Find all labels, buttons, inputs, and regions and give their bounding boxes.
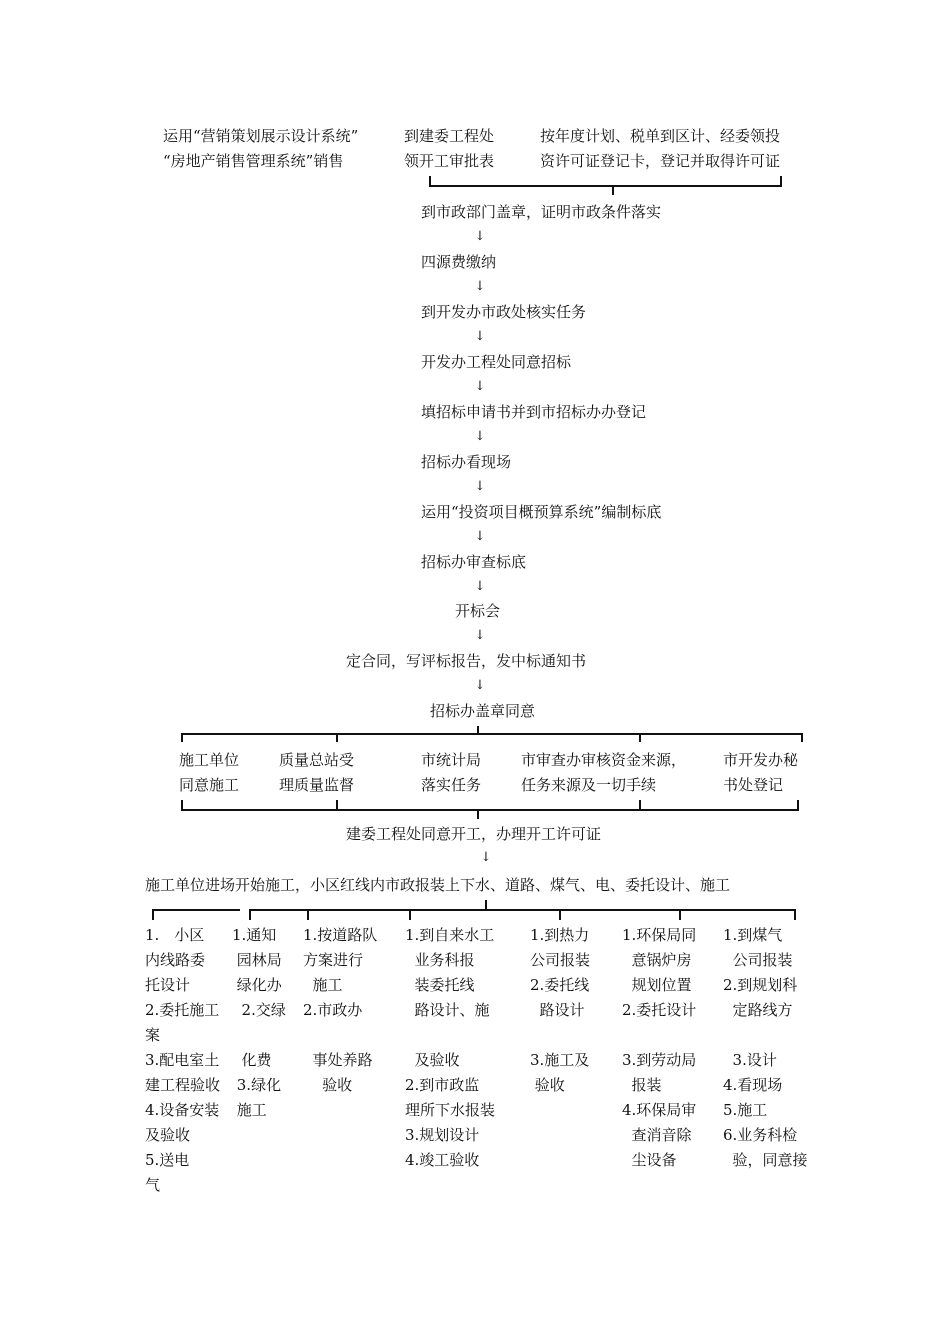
down-arrow-icon: ↓: [474, 529, 486, 544]
branch-construction-unit: 施工单位 同意施工: [179, 751, 240, 794]
step-seal-approval: 招标办盖章同意: [430, 702, 536, 720]
down-arrow-icon: ↓: [474, 329, 486, 344]
step-budget-system: 运用“投资项目概预算系统”编制标底: [421, 503, 662, 521]
step-four-source-fee: 四源费缴纳: [421, 253, 497, 271]
branch-gas: 1.到煤气 公司报装 2.到规划科 定路线方 3.设计 4.看现场 5.施工 6.业务科检 验，同意接: [723, 926, 808, 1169]
annual-plan-text: 按年度计划、税单到区计、经委领投 资许可证登记卡，登记并取得许可证: [540, 127, 781, 170]
branch-statistics-bureau: 市统计局 落实任务: [421, 751, 482, 794]
down-arrow-icon: ↓: [474, 229, 486, 244]
step-review-bid-base: 招标办审查标底: [421, 553, 527, 571]
step-construction-permit: 建委工程处同意开工，办理开工许可证: [346, 825, 602, 843]
branch-road: 1.按道路队 方案进行 施工 2.市政办 事处养路 验收: [303, 926, 378, 1094]
step-bid-application: 填招标申请书并到市招标办办登记: [421, 403, 647, 421]
branch-boiler: 1.环保局同 意锅炉房 规划位置 2.委托设计 3.到劳动局 报装 4.环保局审 查消音除 尘设备: [622, 926, 697, 1169]
down-arrow-icon: ↓: [474, 379, 486, 394]
branch-quality-station: 质量总站受 理质量监督: [279, 751, 355, 794]
step-site-inspection: 招标办看现场: [421, 453, 512, 471]
down-arrow-icon: ↓: [474, 429, 486, 444]
branch-electric: 1. 小区 内线路委 托设计 2.委托施工 案 3.配电室土 建工程验收 4.设备安装 及验收 5.送电 气: [145, 926, 221, 1194]
down-arrow-icon: ↓: [474, 279, 486, 294]
step-verify-task: 到开发办市政处核实任务: [421, 303, 587, 321]
step-bid-opening: 开标会: [455, 602, 501, 620]
step-contract: 定合同，写评标报告，发中标通知书: [346, 652, 587, 670]
branch-heating: 1.到热力 公司报装 2.委托线 路设计 3.施工及 验收: [530, 926, 591, 1094]
step-agree-bidding: 开发办工程处同意招标: [421, 353, 572, 371]
down-arrow-icon: ↓: [480, 850, 492, 865]
down-arrow-icon: ↓: [474, 479, 486, 494]
step-municipal-seal: 到市政部门盖章，证明市政条件落实: [421, 203, 662, 221]
branch-landscaping: 1.通知 园林局 绿化办 2.交绿 化费 3.绿化 施工: [232, 926, 286, 1119]
branch-development-office: 市开发办秘 书处登记: [723, 751, 799, 794]
down-arrow-icon: ↓: [474, 678, 486, 693]
step-start-construction: 施工单位进场开始施工，小区红线内市政报装上下水、道路、煤气、电、委托设计、施工: [145, 876, 731, 894]
branch-review-office: 市审查办审核资金来源， 任务来源及一切手续: [521, 751, 687, 794]
down-arrow-icon: ↓: [474, 579, 486, 594]
down-arrow-icon: ↓: [474, 628, 486, 643]
branch-water: 1.到自来水工 业务科报 装委托线 路设计、施 及验收 2.到市政监 理所下水报装 3.规划设计 4.竣工验收: [405, 926, 496, 1169]
marketing-system-text: 运用“营销策划展示设计系统” “房地产销售管理系统”销售: [163, 127, 359, 170]
construction-committee-text: 到建委工程处 领开工审批表: [404, 127, 495, 170]
